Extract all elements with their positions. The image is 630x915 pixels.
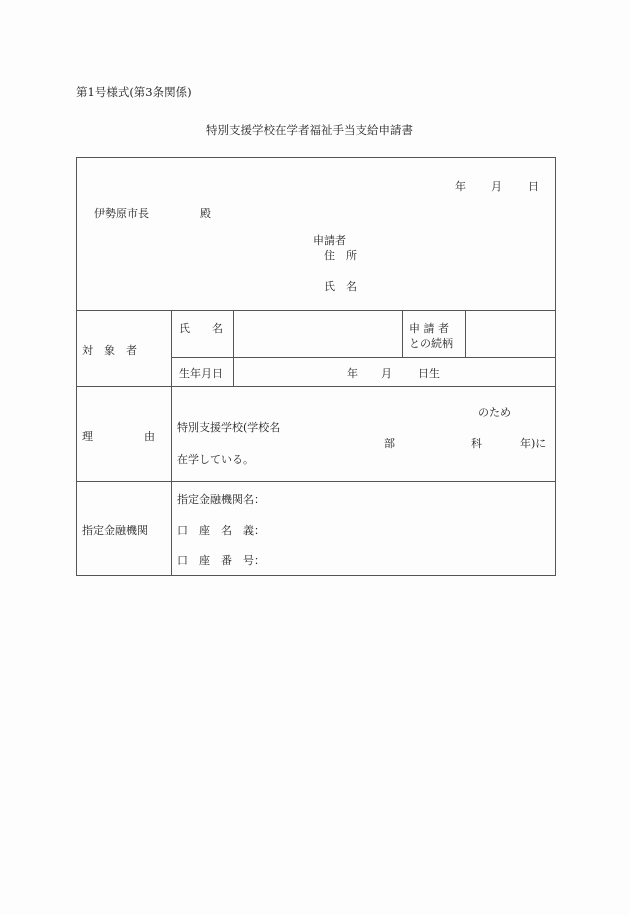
reason-enrolled: 在学している。 bbox=[177, 453, 254, 466]
subject-name-label: 氏 名 bbox=[179, 322, 223, 335]
bank-label: 指定金融機関 bbox=[82, 524, 148, 537]
reason-for: のため bbox=[478, 406, 511, 419]
bank-institution: 指定金融機関名： bbox=[177, 493, 265, 506]
form-number: 第1号様式(第3条関係) bbox=[76, 85, 192, 99]
birth-day: 日生 bbox=[418, 367, 440, 380]
date-day: 日 bbox=[528, 180, 539, 193]
addressee: 伊勢原市長 bbox=[94, 207, 149, 220]
bank-account-name: 口 座 名 義： bbox=[177, 524, 265, 537]
bank-account-number: 口 座 番 号： bbox=[177, 554, 265, 567]
reason-label-1: 理 bbox=[82, 430, 93, 443]
address-label: 住 所 bbox=[324, 249, 357, 262]
applicant-label: 申請者 bbox=[313, 234, 346, 247]
subject-label: 対 象 者 bbox=[82, 344, 137, 357]
birth-month: 月 bbox=[381, 367, 392, 380]
reason-grade: 年)に bbox=[520, 437, 547, 450]
name-label: 氏 名 bbox=[324, 280, 357, 293]
birth-year: 年 bbox=[347, 367, 358, 380]
birth-label: 生年月日 bbox=[179, 367, 223, 380]
date-month: 月 bbox=[491, 180, 502, 193]
relation-label-1: 申 請 者 bbox=[409, 322, 449, 335]
honorific: 殿 bbox=[200, 207, 211, 220]
page-title: 特別支援学校在学者福祉手当支給申請書 bbox=[206, 123, 413, 137]
relation-label-2: との続柄 bbox=[409, 337, 453, 350]
reason-dept: 部 bbox=[384, 437, 395, 450]
reason-school: 特別支援学校(学校名 bbox=[177, 421, 281, 434]
reason-label-2: 由 bbox=[144, 430, 155, 443]
reason-course: 科 bbox=[471, 437, 482, 450]
date-year: 年 bbox=[455, 180, 466, 193]
